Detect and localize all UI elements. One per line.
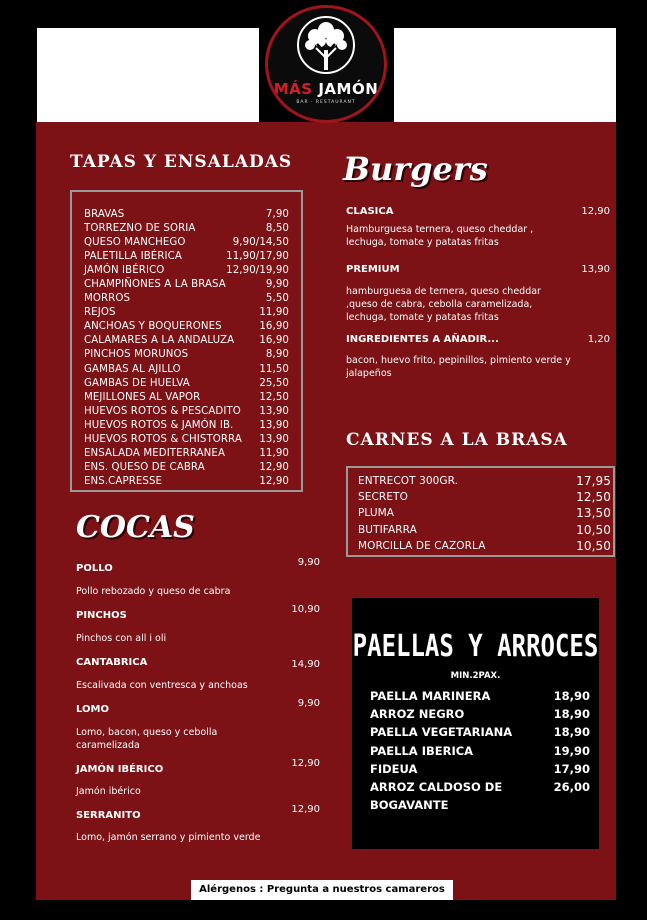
tapas-item-row — [84, 475, 289, 489]
tapas-item-price: 5,50 — [265, 293, 289, 305]
tapas-item-row — [84, 292, 289, 306]
coca-desc: Pollo rebozado y queso de cabra — [76, 586, 231, 597]
tapas-item-row — [84, 334, 289, 348]
tapas-item-price: 11,90 — [259, 447, 289, 459]
tapas-item-price: 8,90 — [265, 349, 289, 361]
tapas-item-name: REJOS — [84, 307, 116, 319]
tapas-item-row — [84, 222, 289, 236]
coca-price: 12,90 — [291, 804, 320, 815]
tapas-item-name: CALAMARES A LA ANDALUZA — [84, 335, 235, 347]
carnes-title: CARNES A LA BRASA — [346, 430, 568, 450]
tapas-item-name: PINCHOS MORUNOS — [84, 349, 189, 361]
coca-price: 12,90 — [291, 758, 320, 769]
burger-name: INGREDIENTES A AÑADIR... — [346, 334, 499, 345]
tapas-item-price: 11,50 — [259, 363, 289, 375]
coca-desc: Lomo, bacon, queso y cebolla caramelizada — [76, 727, 218, 751]
tapas-item-row — [84, 447, 289, 461]
tapas-item-price: 12,90/19,90 — [226, 265, 289, 277]
tapas-item-price: 13,90 — [259, 433, 289, 445]
tapas-item-price: 13,90 — [259, 419, 289, 431]
tapas-item-name: MEJILLONES AL VAPOR — [84, 391, 201, 403]
paella-item-name: PAELLA VEGETARIANA — [370, 725, 513, 740]
tapas-item-row — [84, 419, 289, 433]
tapas-item-row — [84, 348, 289, 362]
logo-name — [268, 80, 384, 98]
tapas-item-price: 9,90/14,50 — [232, 237, 289, 249]
coca-name: POLLO — [76, 563, 113, 574]
carnes-item-row — [358, 505, 611, 521]
burgers-title: Burgers — [343, 150, 488, 188]
paella-item-name: PAELLA IBERICA — [370, 743, 474, 758]
paella-item-price: 18,90 — [553, 707, 590, 722]
tapas-list — [70, 190, 303, 492]
coca-desc: Jamón ibérico — [76, 786, 141, 797]
allergen-notice: Alérgenos : Pregunta a nuestros camareros — [191, 880, 453, 900]
carnes-item-name: MORCILLA DE CAZORLA — [358, 539, 486, 552]
tapas-item-name: MORROS — [84, 293, 131, 305]
tapas-item-name: HUEVOS ROTOS & JAMÓN IB. — [84, 419, 234, 431]
paella-item-price: 18,90 — [553, 689, 590, 703]
paella-item-name: ARROZ NEGRO — [370, 707, 465, 722]
tapas-item-name: ANCHOAS Y BOQUERONES — [84, 321, 222, 333]
restaurant-logo — [265, 5, 387, 123]
tapas-item-price: 8,50 — [265, 223, 289, 235]
paellas-title: PAELLAS Y ARROCES — [352, 628, 599, 664]
tapas-item-name: ENS. QUESO DE CABRA — [84, 461, 205, 473]
tree-icon — [268, 14, 384, 82]
paella-item-name: PAELLA MARINERA — [370, 689, 491, 703]
tapas-item-price: 25,50 — [259, 377, 289, 389]
tapas-item-name: ENS.CAPRESSE — [84, 475, 163, 487]
header-white-panel-left — [37, 28, 259, 122]
burger-item — [346, 334, 610, 380]
tapas-item-row — [84, 363, 289, 377]
tapas-item-row — [84, 208, 289, 222]
coca-name: SERRANITO — [76, 810, 141, 821]
coca-item — [76, 604, 320, 645]
carnes-item-price: 13,50 — [576, 506, 611, 521]
tapas-item-name: QUESO MANCHEGO — [84, 237, 186, 249]
tapas-item-name: BRAVAS — [84, 209, 125, 220]
logo-name-prefix: MÁS — [273, 80, 313, 98]
tapas-item-row — [84, 278, 289, 292]
paella-item-price: 17,90 — [553, 761, 590, 776]
tapas-item-price: 12,90 — [259, 461, 289, 473]
tapas-item-price: 12,50 — [259, 391, 289, 403]
paellas-panel — [352, 598, 599, 849]
coca-desc: Escalivada con ventresca y anchoas — [76, 680, 248, 691]
tapas-item-row — [84, 236, 289, 250]
coca-price: 10,90 — [291, 604, 320, 615]
tapas-item-row — [84, 250, 289, 264]
burger-desc: bacon, huevo frito, pepinillos, pimiento verde y jalapeños — [346, 355, 571, 379]
tapas-item-price: 16,90 — [259, 321, 289, 333]
tapas-item-name: JAMÓN IBÉRICO — [84, 265, 165, 277]
tapas-item-row — [84, 433, 289, 447]
paella-item-row — [370, 742, 590, 760]
paellas-list — [370, 687, 590, 814]
coca-price: 14,90 — [291, 659, 320, 670]
coca-price: 9,90 — [297, 557, 320, 568]
carnes-list — [346, 466, 615, 557]
paella-item-row — [370, 723, 590, 741]
carnes-item-price: 12,50 — [576, 490, 611, 505]
paella-item-name: ARROZ CALDOSO DE — [370, 780, 503, 795]
carnes-item-name: BUTIFARRA — [358, 523, 417, 536]
burger-item — [346, 206, 610, 249]
coca-item — [76, 557, 320, 598]
burger-desc: hamburguesa de ternera, queso cheddar ,queso de cabra, cebolla caramelizada, lechuga, tomate y patatas fritas — [346, 286, 541, 323]
tapas-item-name: PALETILLA IBÉRICA — [84, 251, 182, 263]
coca-name: PINCHOS — [76, 610, 127, 621]
carnes-item-name: ENTRECOT 300GR. — [358, 475, 459, 487]
paella-item-price: 18,90 — [553, 725, 590, 740]
paella-item-name: FIDEUA — [370, 761, 418, 776]
tapas-item-name: ENSALADA MEDITERRANEA — [84, 447, 226, 459]
paellas-subtitle: MIN.2PAX. — [450, 671, 501, 681]
tapas-item-name: TORREZNO DE SORIA — [84, 223, 196, 235]
burger-desc: Hamburguesa ternera, queso cheddar , lechuga, tomate y patatas fritas — [346, 224, 534, 248]
tapas-item-row — [84, 391, 289, 405]
tapas-item-price: 12,90 — [259, 475, 289, 487]
tapas-item-price: 11,90/17,90 — [226, 251, 289, 263]
coca-name: LOMO — [76, 704, 109, 715]
coca-desc: Pinchos con all i oli — [76, 633, 167, 644]
paella-item-row — [370, 760, 590, 778]
tapas-item-price: 13,90 — [259, 405, 289, 417]
tapas-item-row — [84, 405, 289, 419]
coca-name: CANTABRICA — [76, 657, 148, 668]
tapas-title: TAPAS Y ENSALADAS — [70, 152, 293, 172]
burger-name: CLASICA — [346, 206, 394, 217]
burger-price: 13,90 — [581, 264, 610, 275]
tapas-item-price: 16,90 — [259, 335, 289, 347]
tapas-item-name: GAMBAS AL AJILLO — [84, 363, 181, 375]
tapas-item-row — [84, 320, 289, 334]
burger-name: PREMIUM — [346, 264, 400, 275]
cocas-title: COCAS — [76, 510, 195, 545]
paella-item-row — [370, 687, 590, 705]
carnes-item-row — [358, 489, 611, 505]
tapas-item-row — [84, 264, 289, 278]
tapas-item-price: 9,90 — [265, 279, 289, 291]
burger-price: 1,20 — [587, 334, 610, 345]
coca-item — [76, 698, 320, 752]
coca-item — [76, 758, 320, 798]
tapas-item-row — [84, 461, 289, 475]
burger-price: 12,90 — [581, 206, 610, 217]
tapas-item-price: 7,90 — [265, 209, 289, 220]
tapas-item-name: HUEVOS ROTOS & CHISTORRA — [84, 433, 242, 445]
tapas-item-name: GAMBAS DE HUELVA — [84, 377, 190, 389]
carnes-item-price: 10,50 — [576, 538, 611, 553]
tapas-item-name: CHAMPIÑONES A LA BRASA — [84, 279, 226, 291]
header-white-panel-right — [394, 28, 616, 122]
tapas-item-name: HUEVOS ROTOS & PESCADITO — [84, 405, 241, 417]
carnes-item-row — [358, 538, 611, 554]
burger-item — [346, 264, 610, 324]
coca-item — [76, 804, 320, 844]
carnes-item-name: SECRETO — [358, 491, 408, 504]
coca-item — [76, 657, 320, 692]
coca-desc: Lomo, jamón serrano y pimiento verde — [76, 832, 261, 843]
tapas-item-price: 11,90 — [259, 307, 289, 319]
paella-item-row — [370, 705, 590, 723]
coca-price: 9,90 — [297, 698, 320, 709]
tapas-item-row — [84, 306, 289, 320]
tapas-item-row — [84, 377, 289, 391]
carnes-item-row — [358, 473, 611, 489]
carnes-item-name: PLUMA — [358, 507, 395, 520]
logo-name-suffix: JAMÓN — [318, 80, 379, 98]
carnes-item-row — [358, 522, 611, 538]
paella-item-row — [370, 796, 590, 814]
coca-name: JAMÓN IBÉRICO — [76, 764, 164, 775]
paella-item-price: 19,90 — [553, 743, 590, 758]
paella-item-price: 26,00 — [553, 780, 590, 795]
carnes-item-price: 17,95 — [576, 474, 611, 488]
paella-item-row — [370, 778, 590, 796]
logo-subtitle: BAR · RESTAURANT — [296, 100, 356, 105]
carnes-item-price: 10,50 — [576, 522, 611, 537]
paella-item-name: BOGAVANTE — [370, 798, 449, 813]
